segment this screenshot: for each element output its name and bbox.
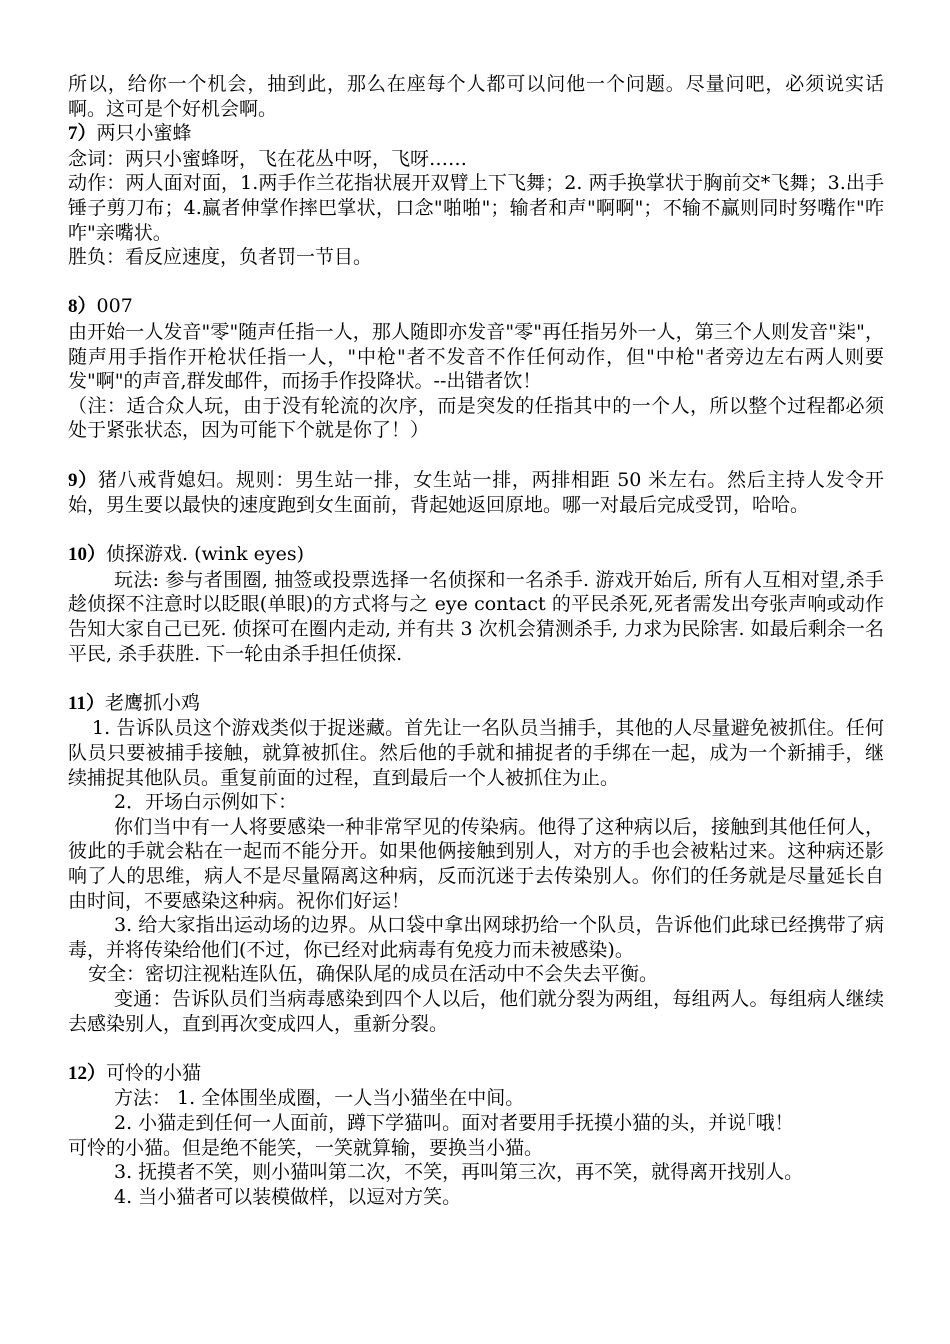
section-7-heading xyxy=(68,121,884,147)
section-10-number: 10） xyxy=(68,544,107,566)
section-11-safety: 安全：密切注视粘连队伍，确保队尾的成员在活动中不会失去平衡。 xyxy=(88,963,659,986)
section-10-title: 侦探游戏. (wink eyes) xyxy=(106,543,305,566)
section-11-title: 老鹰抓小鸡 xyxy=(104,691,200,714)
section-10-heading xyxy=(68,542,884,568)
section-12-number: 12） xyxy=(68,1062,107,1084)
section-12-title: 可怜的小猫 xyxy=(106,1061,202,1084)
intro-paragraph: 所以，给你一个机会，抽到此，那么在座每个人都可以问他一个问题。尽量问吧，必须说实话啊。这可是个好机会啊。 xyxy=(68,73,884,120)
section-8-title: 007 xyxy=(96,295,133,318)
spacer xyxy=(68,443,884,468)
section-8-number: 8） xyxy=(68,296,97,318)
section-12-method-2b: 可怜的小猫。但是绝不能笑，一笑就算输，要换当小猫。 xyxy=(68,1136,544,1159)
section-8-rules: 由开始一人发音"零"随声任指一人，那人随即亦发音"零"再任指另外一人，第三个人则发音"柒"，随声用手指作开枪状任指一人，"中枪"者不发音不作任何动作，但"中枪"者旁边左右两人则要发"啊"的声音,群发邮件，而扬手作投降状。--出错者饮！ xyxy=(68,320,884,393)
section-11-number: 11） xyxy=(68,692,105,714)
section-11-variation: 变通：告诉队员们当病毒感染到四个人以后，他们就分裂为两组，每组两人。每组病人继续去感染别人，直到再次变成四人，重新分裂。 xyxy=(68,987,884,1035)
spacer xyxy=(68,1036,884,1061)
section-7-chant: 念词：两只小蜜蜂呀，飞在花丛中呀，飞呀…… xyxy=(68,147,468,170)
section-12-heading xyxy=(68,1061,884,1087)
section-8-heading xyxy=(68,294,884,320)
section-7-number: 7） xyxy=(68,123,97,145)
section-12-method-4: 4. 当小猫者可以装模做样，以逗对方笑。 xyxy=(114,1185,462,1208)
section-12-method-3: 3. 抚摸者不笑，则小猫叫第二次，不笑，再叫第三次，再不笑，就得离开找别人。 xyxy=(114,1161,804,1184)
section-11-heading xyxy=(68,691,884,717)
spacer xyxy=(68,270,884,295)
section-11-step-2: 2．开场白示例如下： xyxy=(114,791,298,814)
section-9-text: 猪八戒背媳妇。规则：男生站一排，女生站一排，两排相距 50 米左右。然后主持人发令开始，男生要以最快的速度跑到女生面前，背起她返回原地。哪一对最后完成受罚，哈哈。 xyxy=(68,468,884,517)
section-8-note: （注：适合众人玩，由于没有轮流的次序，而是突发的任指其中的一个人，所以整个过程都必须处于紧张状态，因为可能下个就是你了！） xyxy=(68,394,884,442)
section-11-opening-speech: 你们当中有一人将要感染一种非常罕见的传染病。他得了这种病以后，接触到其他任何人，彼此的手就会粘在一起而不能分开。如果他俩接触到别人，对方的手也会被粘过来。这种病还影响了人的思维，病人不是尽量隔离这种病，反而沉迷于去传染别人。你们的任务就是尽量延长自由时间，不要感染这种病。祝你们好运！ xyxy=(68,815,884,912)
section-7-actions: 动作：两人面对面，1.两手作兰花指状展开双臂上下飞舞；2. 两手换掌状于胸前交*飞舞；3.出手锤子剪刀布；4.赢者伸掌作摔巴掌状，口念"啪啪"；输者和声"啊啊"；不输不赢则同时努嘴作"咋咋"亲嘴状。 xyxy=(68,172,884,244)
section-9-number: 9） xyxy=(68,469,98,491)
spacer xyxy=(68,518,884,543)
section-12-method-2a: 2. 小猫走到任何一人面前，蹲下学猫叫。面对者要用手抚摸小猫的头，并说｢哦！ xyxy=(114,1111,794,1134)
section-11-step-3: 3. 给大家指出运动场的边界。从口袋中拿出网球扔给一个队员，告诉他们此球已经携带了病毒，并将传染给他们(不过，你已经对此病毒有免疫力而未被感染)。 xyxy=(68,914,884,961)
section-12-method-1: 方法： 1. 全体围坐成圈，一人当小猫坐在中间。 xyxy=(114,1087,525,1110)
section-10-rules: 玩法: 参与者围圈, 抽签或投票选择一名侦探和一名杀手. 游戏开始后, 所有人互相对望,杀手趁侦探不注意时以眨眼(单眼)的方式将与之 eye contact 的平民杀死,死者需发出夸张声响或动作告知大家自己已死. 侦探可在圈内走动, 并有共 3 次机会猜测杀手, 力求为民除害. 如最后剩余一名平民, 杀手获胜. 下一轮由杀手担任侦探. xyxy=(68,568,884,665)
section-9-paragraph xyxy=(68,468,884,518)
section-11-step-1: 1. 告诉队员这个游戏类似于捉迷藏。首先让一名队员当捕手，其他的人尽量避免被抓住。任何队员只要被捕手接触，就算被抓住。然后他的手就和捕捉者的手绑在一起，成为一个新捕手，继续捕捉其他队员。重复前面的过程，直到最后一个人被抓住为止。 xyxy=(68,717,884,789)
spacer xyxy=(68,666,884,691)
section-7-title: 两只小蜜蜂 xyxy=(96,122,192,145)
section-7-outcome: 胜负：看反应速度，负者罚一节目。 xyxy=(68,246,373,269)
